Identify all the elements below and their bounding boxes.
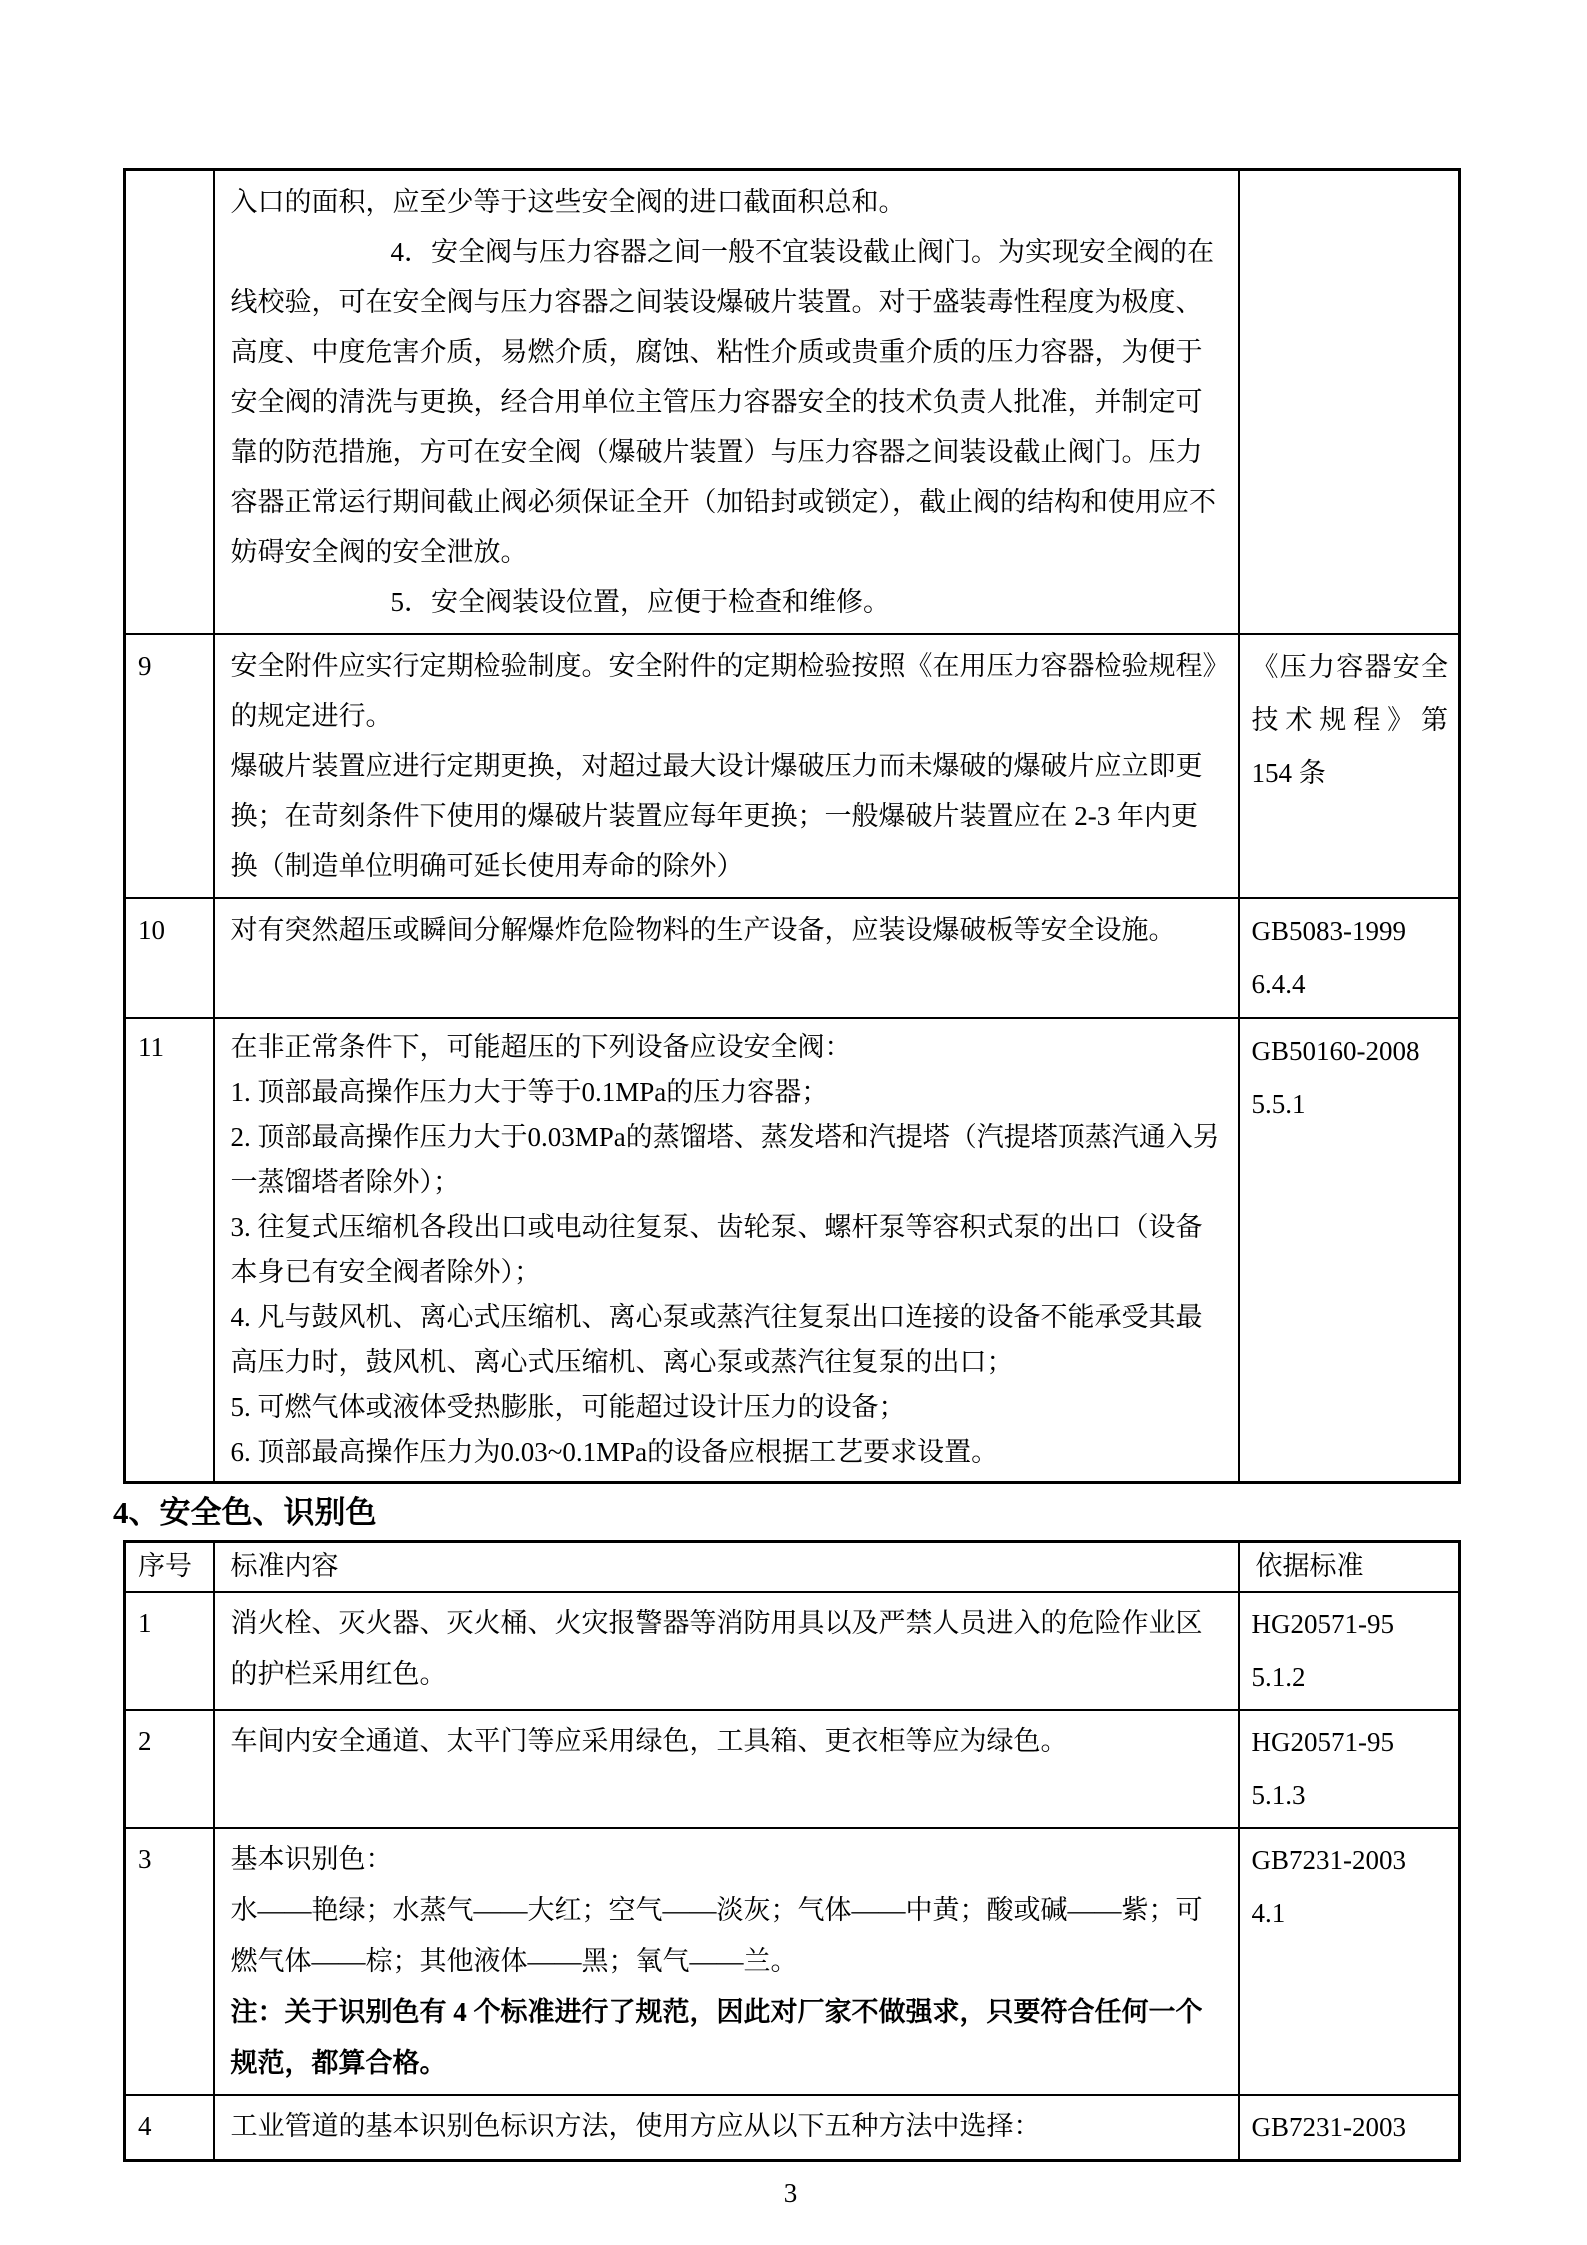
table-row-9 (125, 634, 1460, 898)
content-paragraph: 在非正常条件下，可能超压的下列设备应设安全阀： (230, 1032, 852, 1062)
reference-text: 《压力容器安全技术规程》第 154 条 (1251, 652, 1448, 788)
reference-cell (1239, 1592, 1460, 1710)
content-paragraph: 入口的面积，应至少等于这些安全阀的进口截面积总和。 (230, 187, 906, 217)
reference-text: 4.1 (1251, 1897, 1286, 1928)
reference-text: GB50160-2008 (1251, 1036, 1420, 1066)
content-paragraph: 车间内安全通道、太平门等应采用绿色，工具箱、更衣柜等应为绿色。 (230, 1725, 1068, 1756)
content-paragraph: 4．安全阀与压力容器之间一般不宜装设截止阀门。为实现安全阀的在线校验，可在安全阀与压力容器之间装设爆破片装置。对于盛装毒性程度为极度、高度、中度危害介质，易燃介质，腐蚀、粘性介质或贵重介质的压力容器，为便于安全阀的清洗与更换，经合用单位主管压力容器安全的技术负责人批准，并制定可靠的防范措施，方可在安全阀（爆破片装置）与压力容器之间装设截止阀门。压力容器正常运行期间截止阀必须保证全开（加铅封或锁定），截止阀的结构和使用应不妨碍安全阀的安全泄放。 (230, 237, 1216, 567)
reference-text: 5.1.2 (1251, 1661, 1306, 1692)
reference-cell (1239, 898, 1460, 1018)
content-paragraph: 4. 凡与鼓风机、离心式压缩机、离心泵或蒸汽往复泵出口连接的设备不能承受其最高压力时，鼓风机、离心式压缩机、离心泵或蒸汽往复泵的出口； (230, 1302, 1203, 1377)
table-row-1 (125, 1592, 1460, 1710)
content-cell (214, 1710, 1239, 1828)
column-header-reference: 依据标准 (1239, 1542, 1460, 1592)
row-number: 11 (125, 1018, 214, 1483)
table-row-10 (125, 898, 1460, 1018)
row-number: 10 (125, 898, 214, 1018)
reference-cell (1239, 1710, 1460, 1828)
reference-cell (1239, 1018, 1460, 1483)
content-paragraph: 水——艳绿；水蒸气——大红；空气——淡灰；气体——中黄；酸或碱——紫；可燃气体——棕；其他液体——黑；氧气——兰。 (230, 1894, 1203, 1976)
row-number: 3 (125, 1828, 214, 2095)
content-paragraph: 对有突然超压或瞬间分解爆炸危险物料的生产设备，应装设爆破板等安全设施。 (230, 915, 1176, 945)
content-paragraph: 安全附件应实行定期检验制度。安全附件的定期检验按照《在用压力容器检验规程》的规定进行。 (230, 651, 1216, 731)
reference-text: 5.1.3 (1251, 1779, 1306, 1810)
content-paragraph: 消火栓、灭火器、灭火桶、火灾报警器等消防用具以及严禁人员进入的危险作业区的护栏采用红色。 (230, 1607, 1203, 1689)
table-row-continuation (125, 170, 1460, 635)
row-number (125, 170, 214, 635)
reference-text: 5.5.1 (1251, 1089, 1306, 1119)
content-paragraph: 工业管道的基本识别色标识方法，使用方应从以下五种方法中选择： (230, 2110, 1041, 2141)
content-paragraph: 3. 往复式压缩机各段出口或电动往复泵、齿轮泵、螺杆泵等容积式泵的出口（设备本身已有安全阀者除外）； (230, 1212, 1203, 1287)
content-paragraph: 5. 可燃气体或液体受热膨胀，可能超过设计压力的设备； (230, 1392, 906, 1422)
reference-text: HG20571-95 (1251, 1726, 1394, 1757)
safety-valve-standards-table (123, 168, 1461, 1484)
table-header-row (125, 1542, 1460, 1592)
reference-text: 6.4.4 (1251, 969, 1306, 999)
section-heading: 4、安全色、识别色 (113, 1495, 377, 1530)
row-number: 1 (125, 1592, 214, 1710)
content-paragraph-note: 注：关于识别色有 4 个标准进行了规范，因此对厂家不做强求，只要符合任何一个规范，都算合格。 (230, 1996, 1203, 2078)
content-cell (214, 2095, 1239, 2161)
content-paragraph: 5．安全阀装设位置，应便于检查和维修。 (390, 587, 890, 617)
reference-text: HG20571-95 (1251, 1608, 1394, 1639)
reference-cell (1239, 1828, 1460, 2095)
reference-text: GB7231-2003 (1251, 2111, 1406, 2142)
safety-color-standards-table (123, 1540, 1461, 2162)
content-paragraph: 6. 顶部最高操作压力为0.03~0.1MPa的设备应根据工艺要求设置。 (230, 1437, 999, 1467)
row-number: 9 (125, 634, 214, 898)
table-row-4 (125, 2095, 1460, 2161)
reference-text: GB7231-2003 (1251, 1844, 1406, 1875)
content-paragraph: 1. 顶部最高操作压力大于等于0.1MPa的压力容器； (230, 1077, 829, 1107)
table-row-3 (125, 1828, 1460, 2095)
content-paragraph: 基本识别色： (230, 1843, 393, 1874)
row-number: 4 (125, 2095, 214, 2161)
content-paragraph: 爆破片装置应进行定期更换，对超过最大设计爆破压力而未爆破的爆破片应立即更换；在苛刻条件下使用的爆破片装置应每年更换；一般爆破片装置应在 2-3 年内更换（制造单位明确可延长使用寿命的除外） (230, 751, 1203, 881)
reference-cell (1239, 634, 1460, 898)
page-number: 3 (783, 2177, 798, 2208)
reference-cell (1239, 2095, 1460, 2161)
column-header-number: 序号 (125, 1542, 214, 1592)
content-cell (214, 1592, 1239, 1710)
content-cell (214, 170, 1239, 635)
content-cell (214, 1828, 1239, 2095)
column-header-content: 标准内容 (214, 1542, 1239, 1592)
row-number: 2 (125, 1710, 214, 1828)
content-cell (214, 1018, 1239, 1483)
content-cell (214, 634, 1239, 898)
content-cell (214, 898, 1239, 1018)
content-paragraph: 2. 顶部最高操作压力大于0.03MPa的蒸馏塔、蒸发塔和汽提塔（汽提塔顶蒸汽通入另一蒸馏塔者除外）； (230, 1122, 1220, 1197)
table-row-11 (125, 1018, 1460, 1483)
reference-text: GB5083-1999 (1251, 916, 1406, 946)
table-row-2 (125, 1710, 1460, 1828)
reference-cell (1239, 170, 1460, 635)
